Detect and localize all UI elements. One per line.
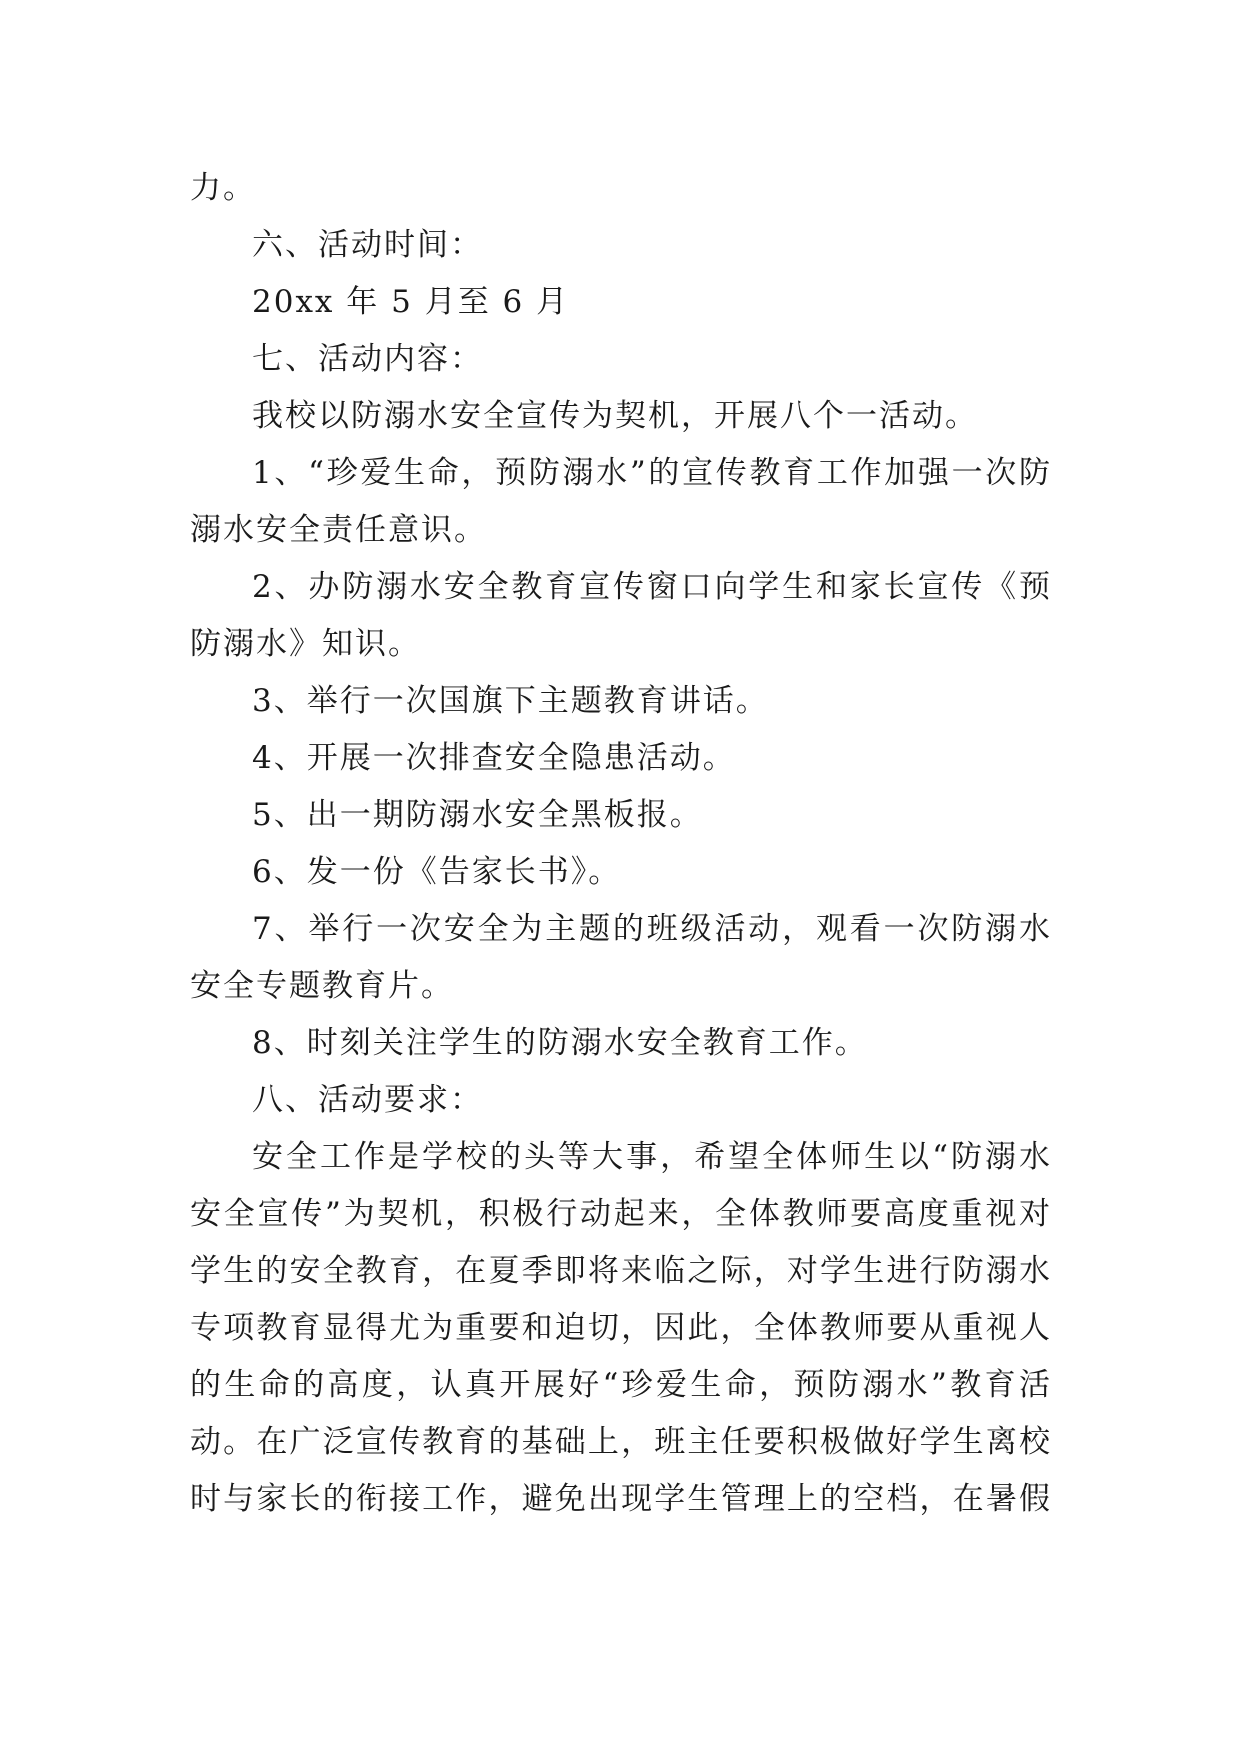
list-item: 2、办防溺水安全教育宣传窗口向学生和家长宣传《预: [252, 569, 1050, 605]
list-item: 5、出一期防溺水安全黑板报。: [252, 797, 703, 833]
text-line: 防溺水》知识。: [190, 626, 421, 662]
text-line: 我校以防溺水安全宣传为契机，开展八个一活动。: [252, 398, 978, 434]
paragraph-line: 的生命的高度，认真开展好“珍爱生命，预防溺水”教育活: [190, 1367, 1050, 1403]
text-line: 安全专题教育片。: [190, 968, 454, 1004]
paragraph-line: 安全工作是学校的头等大事，希望全体师生以“防溺水: [252, 1139, 1050, 1175]
list-item: 8、时刻关注学生的防溺水安全教育工作。: [252, 1025, 868, 1061]
section-heading: 六、活动时间：: [252, 227, 483, 263]
text-line: 溺水安全责任意识。: [190, 512, 487, 548]
paragraph-line: 专项教育显得尤为重要和迫切，因此，全体教师要从重视人: [190, 1310, 1050, 1346]
paragraph-line: 学生的安全教育，在夏季即将来临之际，对学生进行防溺水: [190, 1253, 1050, 1289]
section-heading: 八、活动要求：: [252, 1082, 483, 1118]
list-item: 6、发一份《告家长书》。: [252, 854, 622, 890]
text-line: 20xx 年 5 月至 6 月: [252, 284, 570, 320]
list-item: 4、开展一次排查安全隐患活动。: [252, 740, 736, 776]
list-item: 1、“珍爱生命，预防溺水”的宣传教育工作加强一次防: [252, 455, 1050, 491]
paragraph-line: 时与家长的衔接工作，避免出现学生管理上的空档，在暑假: [190, 1481, 1050, 1517]
section-heading: 七、活动内容：: [252, 341, 483, 377]
text-line: 力。: [190, 170, 256, 206]
paragraph-line: 动。在广泛宣传教育的基础上，班主任要积极做好学生离校: [190, 1424, 1050, 1460]
paragraph-line: 安全宣传”为契机，积极行动起来，全体教师要高度重视对: [190, 1196, 1050, 1232]
list-item: 7、举行一次安全为主题的班级活动，观看一次防溺水: [252, 911, 1050, 947]
list-item: 3、举行一次国旗下主题教育讲话。: [252, 683, 769, 719]
